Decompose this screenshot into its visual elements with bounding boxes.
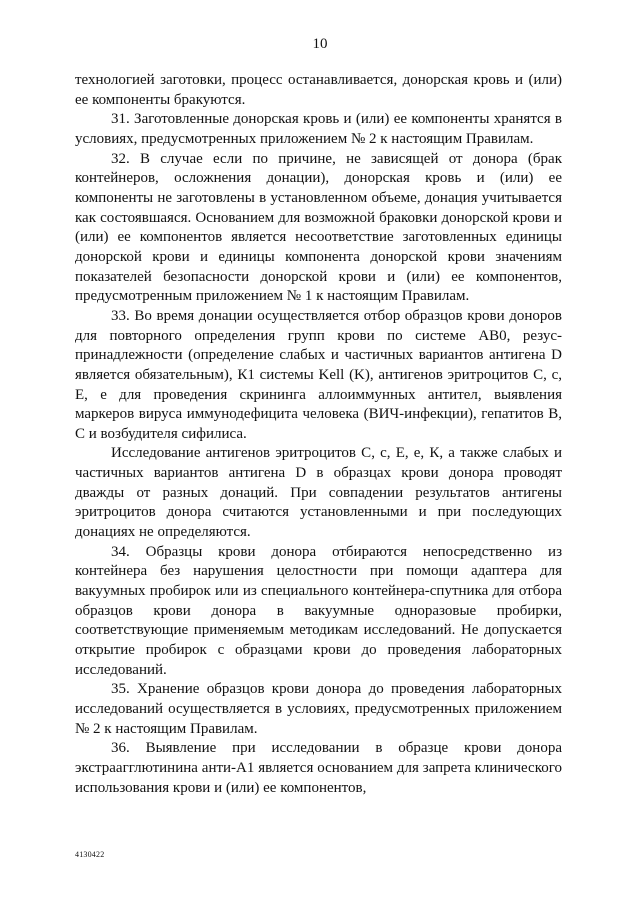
page-number: 10 (312, 36, 328, 52)
paragraph-33: 33. Во время донации осуществляется отбор образцов крови доноров для повторного определения групп крови по системе АВ0, резус-принадлежности (определение слабых и частичных вариантов антигена D является обязательным), К1 системы Kell (K), антигенов эритроцитов С, с, Е, е для проведения скрининга аллоиммунных антител, выявления маркеров вируса иммунодефицита человека (ВИЧ-инфекции), гепатитов В, С и возбудителя сифилиса. (75, 307, 562, 442)
paragraph-34: 34. Образцы крови донора отбираются непосредственно из контейнера без нарушения целостности при помощи адаптера для вакуумных пробирок или из специального контейнера-спутника для отбора образцов крови донора в вакуумные одноразовые пробирки, соответствующие применяемым методикам исследований. Не допускается открытие пробирок с образцами крови до проведения лабораторных исследований. (75, 543, 562, 678)
document-code: 4130422 (75, 850, 105, 859)
paragraph-31: 31. Заготовленные донорская кровь и (или) ее компоненты хранятся в условиях, предусмотренных приложением № 2 к настоящим Правилам. (75, 111, 562, 147)
paragraph-32: 32. В случае если по причине, не зависящей от донора (брак контейнеров, осложнения донации), донорская кровь и (или) ее компоненты не заготовлены в установленном объеме, донация учитывается как состоявшаяся. Основанием для возможной браковки донорской крови и (или) ее компонентов является несоответствие заготовленных единицы донорской крови и единицы компонента донорской крови значениям показателей безопасности донорской крови и (или) ее компонентов, предусмотренным приложением № 1 к настоящим Правилам. (75, 150, 562, 305)
document-body (75, 71, 562, 798)
paragraph-35: 35. Хранение образцов крови донора до проведения лабораторных исследований осуществляется в условиях, предусмотренных приложением № 2 к настоящим Правилам. (75, 681, 562, 737)
paragraph-continuation: технологией заготовки, процесс останавливается, донорская кровь и (или) ее компоненты бракуются. (75, 72, 562, 108)
paragraph-33-antigens: Исследование антигенов эритроцитов С, с, Е, е, К, а также слабых и частичных вариантов антигена D в образцах крови донора проводят дважды от разных донаций. При совпадении результатов антигены эритроцитов донора считаются установленными и при последующих донациях не определяются. (75, 445, 562, 541)
paragraph-36: 36. Выявление при исследовании в образце крови донора экстраагглютинина анти-А1 является основанием для запрета клинического использования крови и (или) ее компонентов, (75, 740, 562, 796)
